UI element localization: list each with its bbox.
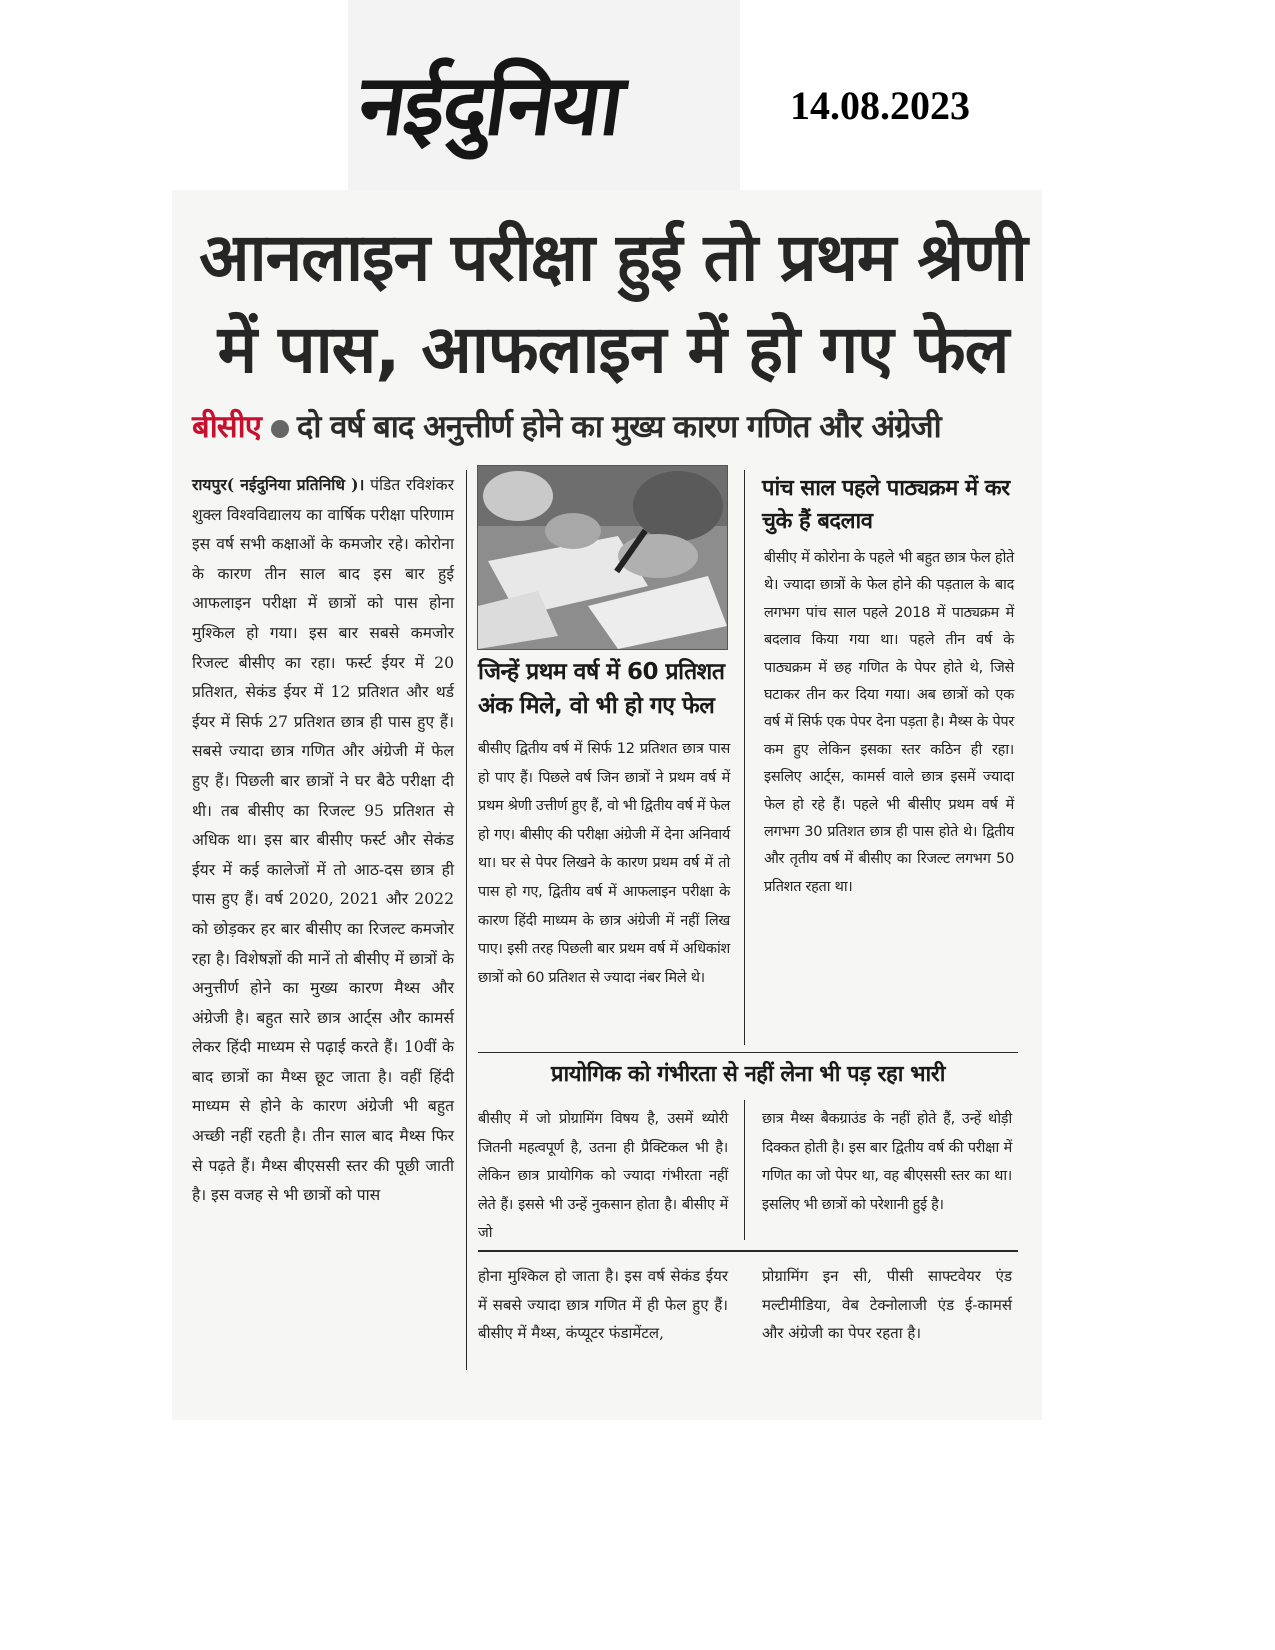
box3-text-left: बीसीए में जो प्रोग्रामिंग विषय है, उसमें थ्योरी जितनी महत्वपूर्ण है, उतना ही प्रैक्टिकल भी है। लेकिन छात्र प्रायोगिक को ज्यादा गंभीरता नहीं लेते हैं। इससे भी उन्हें नुकसान होता है। बीसीए में जो [478,1111,728,1242]
subhead-text: दो वर्ष बाद अनुत्तीर्ण होने का मुख्य कारण गणित और अंग्रेजी [296,409,941,445]
exam-students-photo [477,465,728,650]
column-divider [466,470,467,1370]
box3-text-right: छात्र मैथ्स बैकग्राउंड के नहीं होते हैं, उन्हें थोड़ी दिक्कत होती है। इस बार द्वितीय वर्ष की परीक्षा में गणित का जो पेपर था, वह बीएससी स्तर का था। इसलिए भी छात्रों को परेशानी हुई है। [762,1111,1012,1213]
main-article-column [192,470,454,1211]
box2-text: बीसीए में कोरोना के पहले भी बहुत छात्र फेल होते थे। ज्यादा छात्रों के फेल होने की पड़ताल के बाद लगभग पांच साल पहले 2018 में पाठ्यक्रम में बदलाव किया गया था। पहले तीन वर्ष के पाठ्यक्रम में छह गणित के पेपर होते थे, जिसे घटाकर तीन कर दिया गया। अब छात्रों को एक वर्ष में सिर्फ एक पेपर देना पड़ता है। मैथ्स के पेपर कम हुए लेकिन इसका स्तर कठिन ही रहा। इसलिए आर्ट्स, कामर्स वाले छात्र इसमें ज्यादा फेल हो रहे हैं। पहले भी बीसीए प्रथम वर्ष में लगभग 30 प्रतिशत छात्र ही पास होते थे। द्वितीय और तृतीय वर्ष में बीसीए का रिजल्ट लगभग 50 प्रतिशत रहता था। [764,550,1014,895]
column-divider [744,1100,745,1240]
headline: आनलाइन परीक्षा हुई तो प्रथम श्रेणी में पास, आफलाइन में हो गए फेल [199,219,1027,388]
subheadline [192,405,1042,447]
newspaper-logo: नईदुनिया [353,56,629,154]
section-divider [478,1052,1018,1053]
continuation-text-right: प्रोग्रामिंग इन सी, पीसी साफ्टवेयर एंड मल्टीमीडिया, वेब टेक्नोलाजी एंड ई-कामर्स और अंग्रेजी का पेपर रहता है। [762,1267,1012,1343]
bullet-icon [271,420,289,438]
publication-date: 14.08.2023 [790,83,970,128]
box1-text: बीसीए द्वितीय वर्ष में सिर्फ 12 प्रतिशत छात्र पास हो पाए हैं। पिछले वर्ष जिन छात्रों ने प्रथम वर्ष में प्रथम श्रेणी उत्तीर्ण हुए हैं, वो भी द्वितीय वर्ष में फेल हो गए। बीसीए की परीक्षा अंग्रेजी में देना अनिवार्य था। घर से पेपर लिखने के कारण प्रथम वर्ष में तो पास हो गए, द्वितीय वर्ष में आफलाइन परीक्षा के कारण हिंदी माध्यम के छात्र अंग्रेजी में नहीं लिख पाए। इसी तरह पिछली बार प्रथम वर्ष में अधिकांश छात्रों को 60 प्रतिशत से ज्यादा नंबर मिले थे। [478,741,730,986]
box3-heading: प्रायोगिक को गंभीरता से नहीं लेना भी पड़ रहा भारी [551,1062,945,1087]
column-divider [744,470,745,1045]
main-article-text: पंडित रविशंकर शुक्ल विश्वविद्यालय का वार्षिक परीक्षा परिणाम इस वर्ष सभी कक्षाओं के कमजोर रहे। कोरोना के कारण तीन साल बाद इस बार हुई आफलाइन परीक्षा में छात्रों को पास होना मुश्किल हो गया। इस बार सबसे कमजोर रिजल्ट बीसीए का रहा। फर्स्ट ईयर में 20 प्रतिशत, सेकंड ईयर में 12 प्रतिशत और थर्ड ईयर में सिर्फ 27 प्रतिशत छात्र ही पास हुए हैं। सबसे ज्यादा छात्र गणित और अंग्रेजी में फेल हुए हैं। पिछली बार छात्रों ने घर बैठे परीक्षा दी थी। तब बीसीए का रिजल्ट 95 प्रतिशत से अधिक था। इस बार बीसीए फर्स्ट और सेकंड ईयर में कई कालेजों में तो आठ-दस छात्र ही पास हुए हैं। वर्ष 2020, 2021 और 2022 को छोड़कर हर बार बीसीए का रिजल्ट कमजोर रहा है। विशेषज्ञों की मानें तो बीसीए में छात्रों के अनुत्तीर्ण होने का मुख्य कारण मैथ्स और अंग्रेजी है। बहुत सारे छात्र आर्ट्स और कामर्स लेकर हिंदी माध्यम से पढ़ाई करते हैं। 10वीं के बाद छात्रों का मैथ्स छूट जाता है। वहीं हिंदी माध्यम से होने के कारण अंग्रेजी भी बहुत अच्छी नहीं रहती है। तीन साल बाद मैथ्स फिर से पढ़ते हैं। मैथ्स बीएससी स्तर की पूछी जाती है। इस वजह से भी छात्रों को पास [192,476,454,1205]
kicker-label: बीसीए [192,409,261,445]
section-divider [478,1250,1018,1252]
dateline: रायपुर( नईदुनिया प्रतिनिधि )। [192,475,365,494]
box1-heading: जिन्हें प्रथम वर्ष में 60 प्रतिशत अंक मिले, वो भी हो गए फेल [478,659,725,719]
continuation-text-left: होना मुश्किल हो जाता है। इस वर्ष सेकंड ईयर में सबसे ज्यादा छात्र गणित में ही फेल हुए हैं। बीसीए में मैथ्स, कंप्यूटर फंडामेंटल, [478,1267,728,1343]
box2-heading: पांच साल पहले पाठ्यक्रम में कर चुके हैं बदलाव [762,476,1010,534]
